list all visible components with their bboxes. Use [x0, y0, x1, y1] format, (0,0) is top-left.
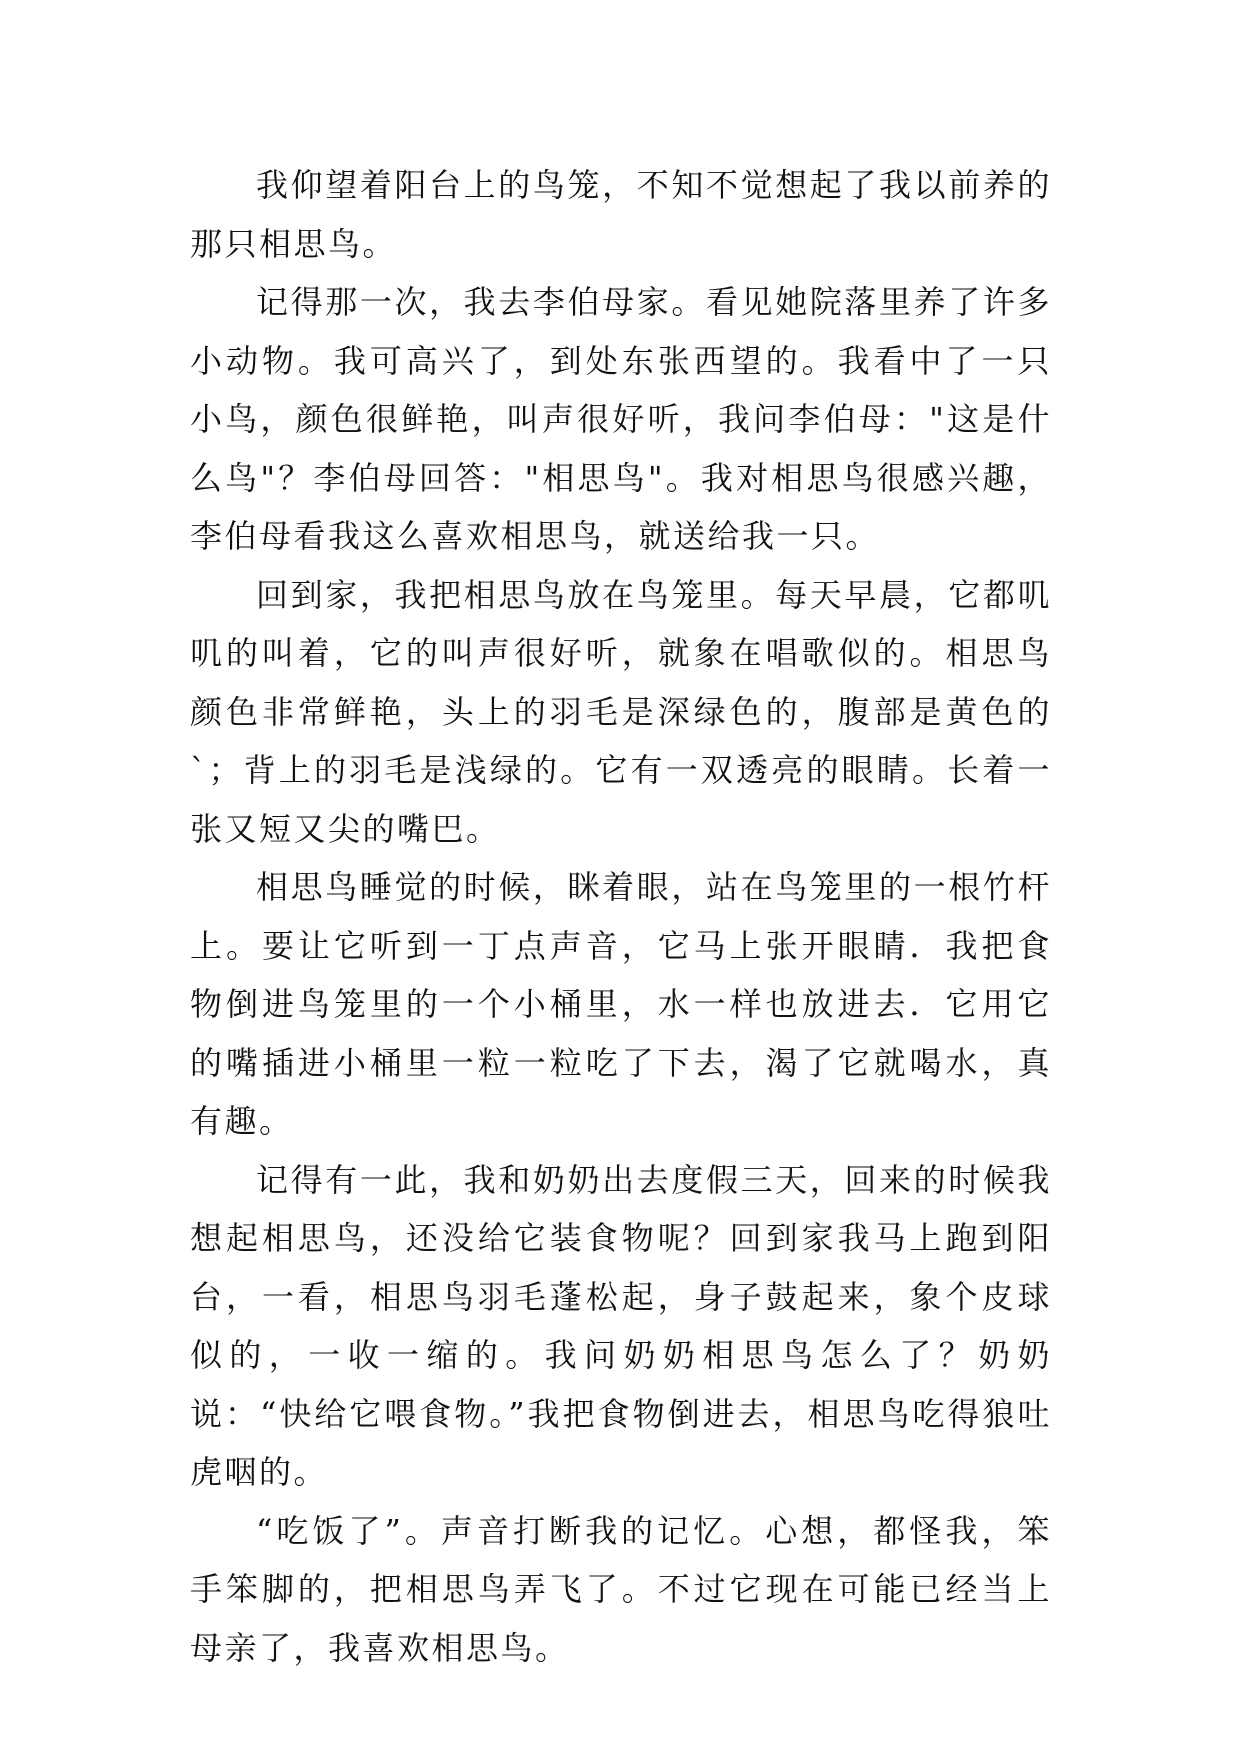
paragraph-5: 记得有一此，我和奶奶出去度假三天，回来的时候我想起相思鸟，还没给它装食物呢？回到家我马上跑到阳台，一看，相思鸟羽毛蓬松起，身子鼓起来，象个皮球似的，一收一缩的。我问奶奶相思鸟怎么了？奶奶说：“快给它喂食物。”我把食物倒进去，相思鸟吃得狼吐虎咽的。 — [190, 1160, 1052, 1491]
paragraph-3: 回到家，我把相思鸟放在鸟笼里。每天早晨，它都叽叽的叫着，它的叫声很好听，就象在唱歌似的。相思鸟颜色非常鲜艳，头上的羽毛是深绿色的，腹部是黄色的`；背上的羽毛是浅绿的。它有一双透亮的眼睛。长着一张又短又尖的嘴巴。 — [190, 575, 1052, 848]
paragraph-1: 我仰望着阳台上的鸟笼，不知不觉想起了我以前养的那只相思鸟。 — [190, 166, 1052, 263]
document-body — [190, 156, 1052, 1677]
paragraph-4: 相思鸟睡觉的时候，眯着眼，站在鸟笼里的一根竹杆上。要让它听到一丁点声音，它马上张开眼睛．我把食物倒进鸟笼里的一个小桶里，水一样也放进去．它用它的嘴插进小桶里一粒一粒吃了下去，渴了它就喝水，真有趣。 — [190, 868, 1052, 1140]
paragraph-6: “吃饭了”。声音打断我的记忆。心想，都怪我，笨手笨脚的，把相思鸟弄飞了。不过它现在可能已经当上母亲了，我喜欢相思鸟。 — [190, 1511, 1052, 1667]
paragraph-2: 记得那一次，我去李伯母家。看见她院落里养了许多小动物。我可高兴了，到处东张西望的。我看中了一只小鸟，颜色很鲜艳，叫声很好听，我问李伯母："这是什么鸟"？李伯母回答："相思鸟"。我对相思鸟很感兴趣，李伯母看我这么喜欢相思鸟，就送给我一只。 — [190, 283, 1052, 555]
